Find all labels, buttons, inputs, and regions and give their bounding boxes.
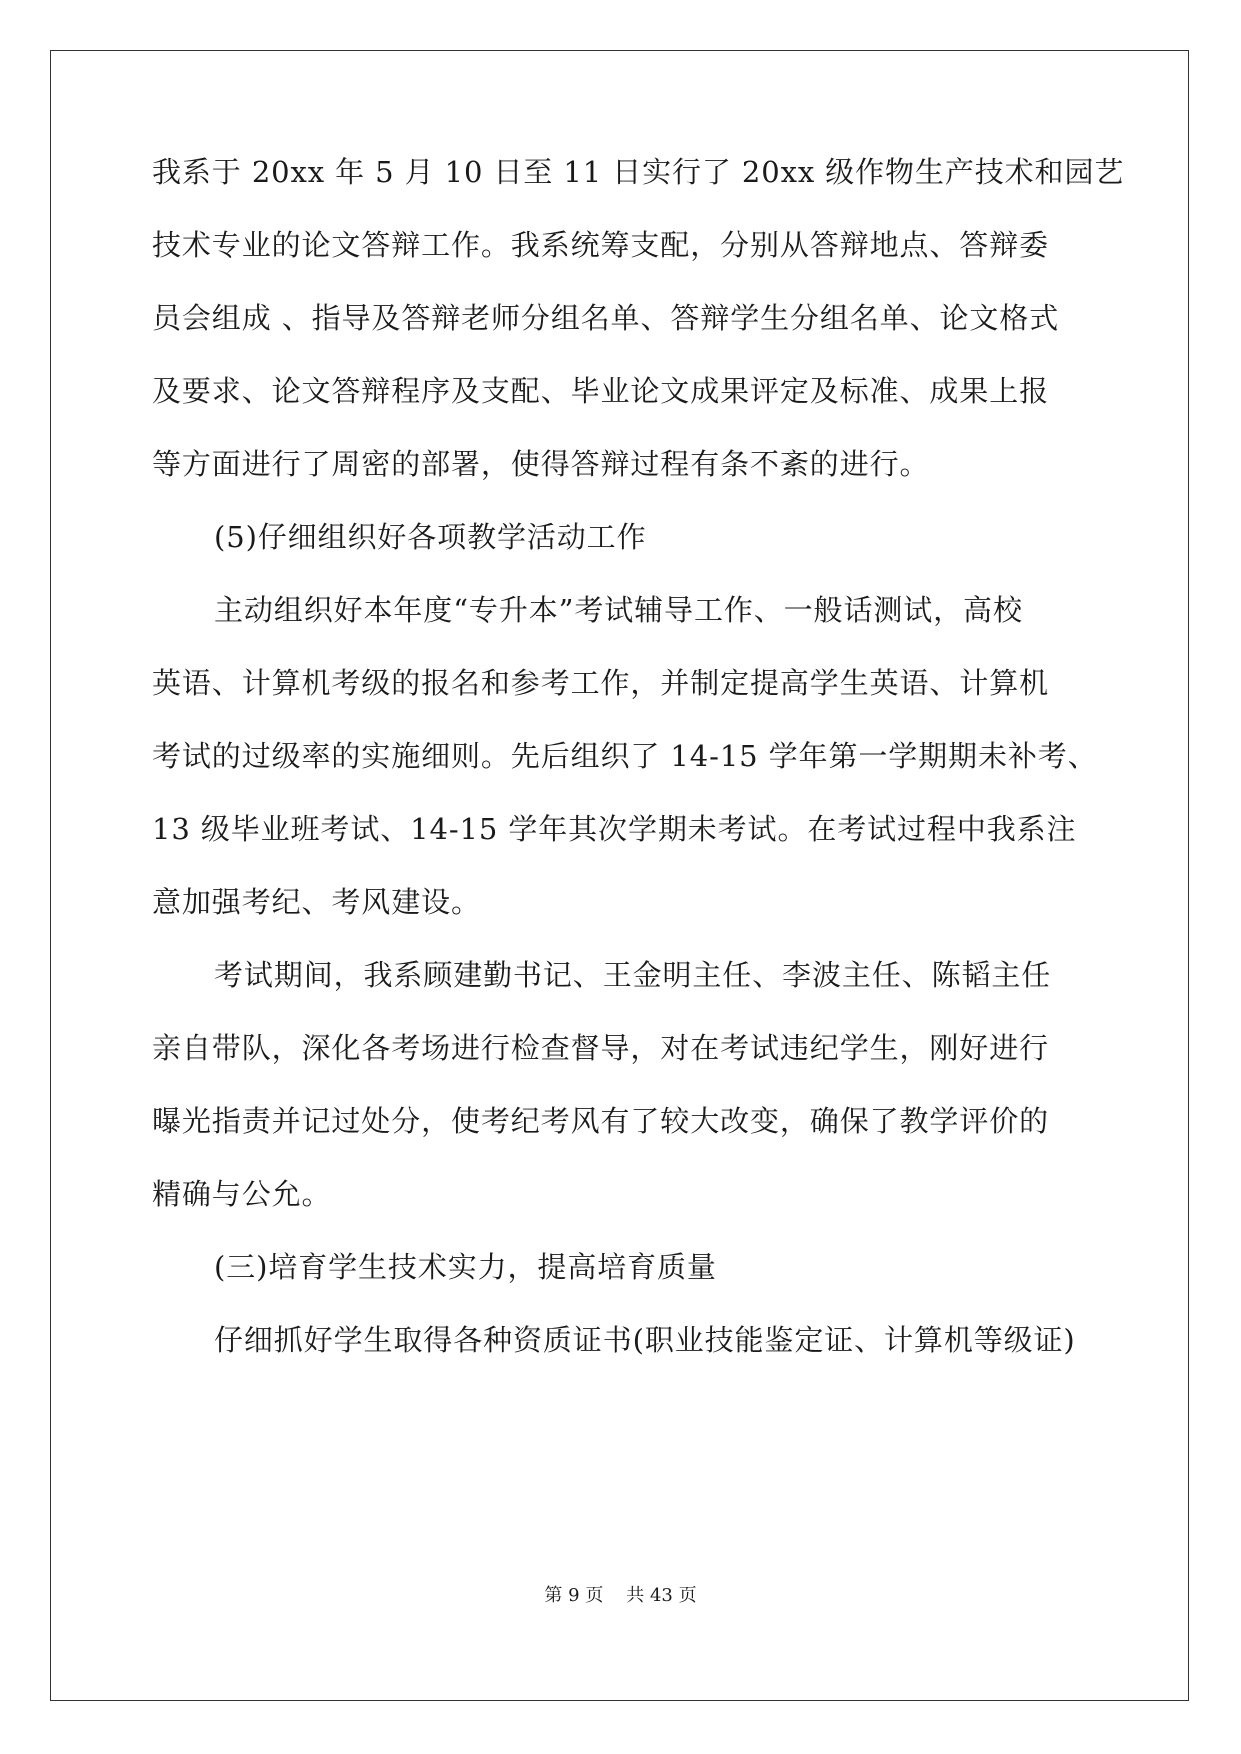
body-line: 主动组织好本年度“专升本”考试辅导工作、一般话测试，高校 bbox=[214, 593, 1023, 627]
body-line: 及要求、论文答辩程序及支配、毕业论文成果评定及标准、成果上报 bbox=[152, 374, 1050, 408]
body-line: 13 级毕业班考试、14-15 学年其次学期未考试。在考试过程中我系注 bbox=[152, 812, 1077, 846]
page-total: 共 43 页 bbox=[626, 1585, 697, 1606]
body-line: 我系于 20xx 年 5 月 10 日至 11 日实行了 20xx 级作物生产技术和园艺 bbox=[152, 155, 1125, 189]
body-line: 等方面进行了周密的部署，使得答辩过程有条不紊的进行。 bbox=[152, 447, 930, 481]
body-line: 考试的过级率的实施细则。先后组织了 14-15 学年第一学期期未补考、 bbox=[152, 739, 1098, 773]
section-heading: (5)仔细组织好各项教学活动工作 bbox=[214, 520, 647, 554]
body-line: 考试期间，我系顾建勤书记、王金明主任、李波主任、陈韬主任 bbox=[214, 958, 1052, 992]
body-line: 英语、计算机考级的报名和参考工作，并制定提高学生英语、计算机 bbox=[152, 666, 1050, 700]
page-footer bbox=[0, 1584, 1241, 1608]
body-line: 员会组成 、指导及答辩老师分组名单、答辩学生分组名单、论文格式 bbox=[152, 301, 1060, 335]
page-number: 第 9 页 bbox=[544, 1585, 604, 1606]
body-line: 技术专业的论文答辩工作。我系统筹支配，分别从答辩地点、答辩委 bbox=[152, 228, 1050, 262]
section-heading: (三)培育学生技术实力，提高培育质量 bbox=[214, 1250, 717, 1284]
body-line: 亲自带队，深化各考场进行检查督导，对在考试违纪学生，刚好进行 bbox=[152, 1031, 1050, 1065]
body-line: 仔细抓好学生取得各种资质证书(职业技能鉴定证、计算机等级证) bbox=[214, 1323, 1076, 1357]
body-line: 曝光指责并记过处分，使考纪考风有了较大改变，确保了教学评价的 bbox=[152, 1104, 1050, 1138]
body-line: 精确与公允。 bbox=[152, 1177, 332, 1211]
body-line: 意加强考纪、考风建设。 bbox=[152, 885, 481, 919]
